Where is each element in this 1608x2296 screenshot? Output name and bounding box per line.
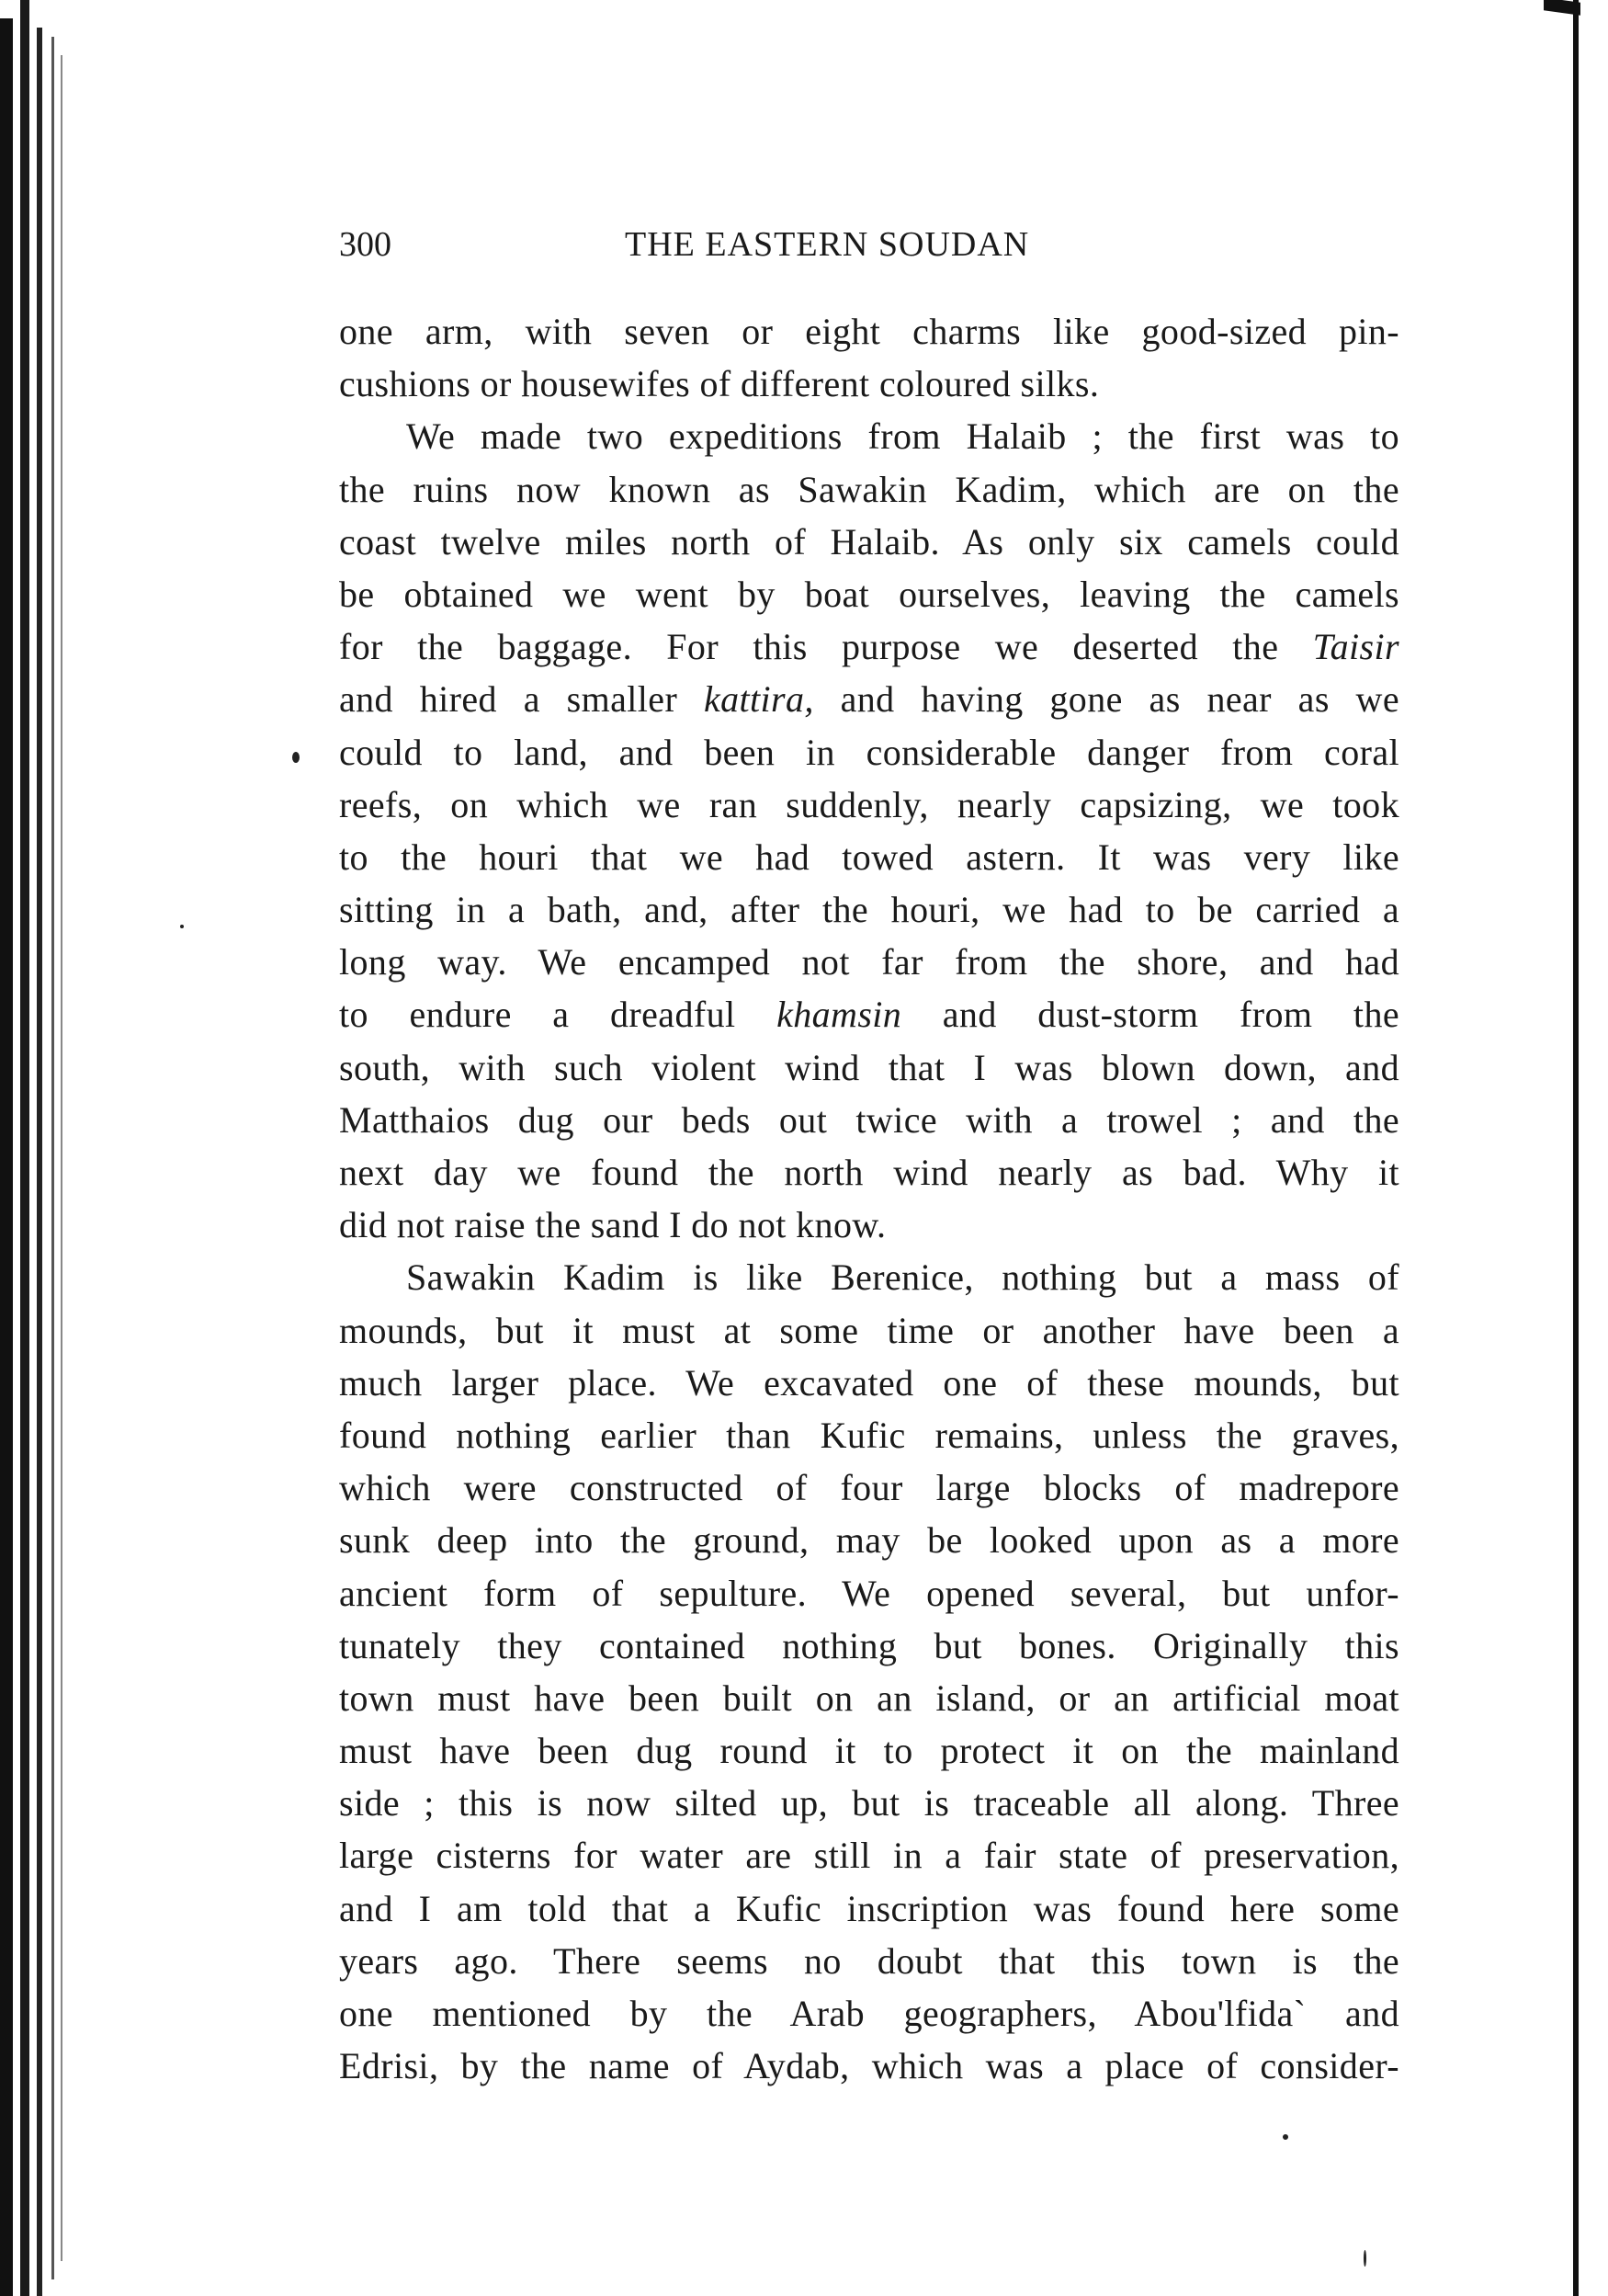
text-segment: cushions or housewifes of different coloured silks. [339,363,1100,405]
text-segment: the ruins now known as Sawakin Kadim, which are on the [339,468,1399,510]
text-segment: Edrisi, by the name of Aydab, which was a place of consider- [339,2045,1399,2087]
text-line [339,779,1399,831]
text-line [339,1567,1399,1620]
binding-shadow [61,55,62,2261]
text-line [339,1199,1399,1251]
text-line [339,1514,1399,1566]
binding-shadow [20,0,29,2296]
text-line [339,1672,1399,1724]
text-line [339,1251,1399,1303]
text-line [339,1357,1399,1409]
scan-speck [180,925,184,928]
text-segment: one mentioned by the Arab geographers, Abou'lfida` and [339,1993,1399,2034]
text-line [339,1987,1399,2040]
text-segment: years ago. There seems no doubt that this town is the [339,1939,1399,1982]
text-line [339,1829,1399,1881]
text-segment: town must have been built on an island, or an artificial moat [339,1677,1399,1719]
text-line [339,1724,1399,1777]
text-line [339,883,1399,936]
page-edge-shadow [1544,0,1580,16]
italic-term: kattira, [703,678,814,721]
text-line [339,1461,1399,1514]
text-segment: reefs, on which we ran suddenly, nearly capsizing, we took [339,783,1399,825]
text-segment: sunk deep into the ground, may be looked upon as a more [339,1519,1399,1562]
text-segment: ancient form of sepulture. We opened several, but unfor- [339,1572,1399,1614]
text-line [339,1620,1399,1672]
body-text [339,305,1399,2092]
text-line [339,1304,1399,1357]
text-segment: coast twelve miles north of Halaib. As only six camels could [339,520,1399,563]
text-line [339,1409,1399,1461]
text-segment: next day we found the north wind nearly as bad. Why it [339,1152,1399,1193]
binding-shadow [37,28,42,2296]
italic-term: khamsin [776,994,902,1036]
italic-term: Taisir [1312,626,1399,668]
text-segment: and having gone as near as we [813,678,1400,721]
text-segment: south, with such violent wind that I was blown down, and [339,1046,1399,1088]
text-line [339,410,1399,462]
text-segment: which were constructed of four large blocks of madrepore [339,1467,1399,1509]
text-segment: We made two expeditions from Halaib ; the first was to [406,415,1399,458]
text-line [339,2040,1399,2092]
text-line [339,1882,1399,1935]
text-segment: be obtained we went by boat ourselves, leaving the camels [339,573,1399,615]
text-segment: large cisterns for water are still in a fair state of preservation, [339,1835,1399,1877]
text-line [339,568,1399,620]
text-segment: for the baggage. For this purpose we deserted the [339,626,1313,668]
text-segment: long way. We encamped not far from the shore, and had [339,941,1399,983]
text-line [339,726,1399,779]
text-segment: and dust-storm from the [901,994,1400,1036]
scan-speck [1364,2250,1366,2267]
running-header [339,224,1399,270]
text-segment: sitting in a bath, and, after the houri, we had to be carried a [339,889,1399,931]
text-segment: side ; this is now silted up, but is traceable all along. Three [339,1782,1399,1824]
scan-speck [1283,2134,1288,2140]
page-number: 300 [339,225,391,264]
scan-speck [292,752,300,763]
text-segment: one arm, with seven or eight charms like good-sized pin- [339,311,1399,352]
text-segment: tunately they contained nothing but bones. Originally this [339,1624,1399,1666]
text-line [339,305,1399,358]
text-segment: Sawakin Kadim is like Berenice, nothing but a mass of [406,1256,1399,1299]
text-line [339,831,1399,883]
binding-shadow [51,37,54,2279]
text-segment: to endure a dreadful [339,994,777,1036]
text-line [339,358,1399,410]
text-segment: mounds, but it must at some time or another have been a [339,1309,1399,1351]
text-line [339,620,1399,673]
text-segment: to the houri that we had towed astern. It was very like [339,835,1399,878]
running-title: THE EASTERN SOUDAN [625,225,1030,264]
text-segment: Matthaios dug our beds out twice with a trowel ; and the [339,1098,1399,1141]
text-segment: much larger place. We excavated one of these mounds, but [339,1361,1399,1404]
text-line [339,936,1399,988]
text-line [339,1777,1399,1829]
text-line [339,1041,1399,1094]
text-segment: and I am told that a Kufic inscription was found here some [339,1887,1399,1929]
text-line [339,988,1399,1040]
text-line [339,516,1399,568]
text-line [339,1094,1399,1146]
text-line [339,1146,1399,1199]
text-segment: did not raise the sand I do not know. [339,1204,887,1246]
text-segment: could to land, and been in considerable danger from coral [339,731,1399,773]
text-line [339,463,1399,516]
text-segment: must have been dug round it to protect it on the mainland [339,1730,1399,1772]
text-line [339,673,1399,725]
text-segment: and hired a smaller [339,678,704,721]
text-segment: found nothing earlier than Kufic remains, unless the graves, [339,1414,1399,1456]
binding-shadow [0,18,13,2296]
page-edge-shadow [1573,0,1579,2296]
text-line [339,1935,1399,1987]
